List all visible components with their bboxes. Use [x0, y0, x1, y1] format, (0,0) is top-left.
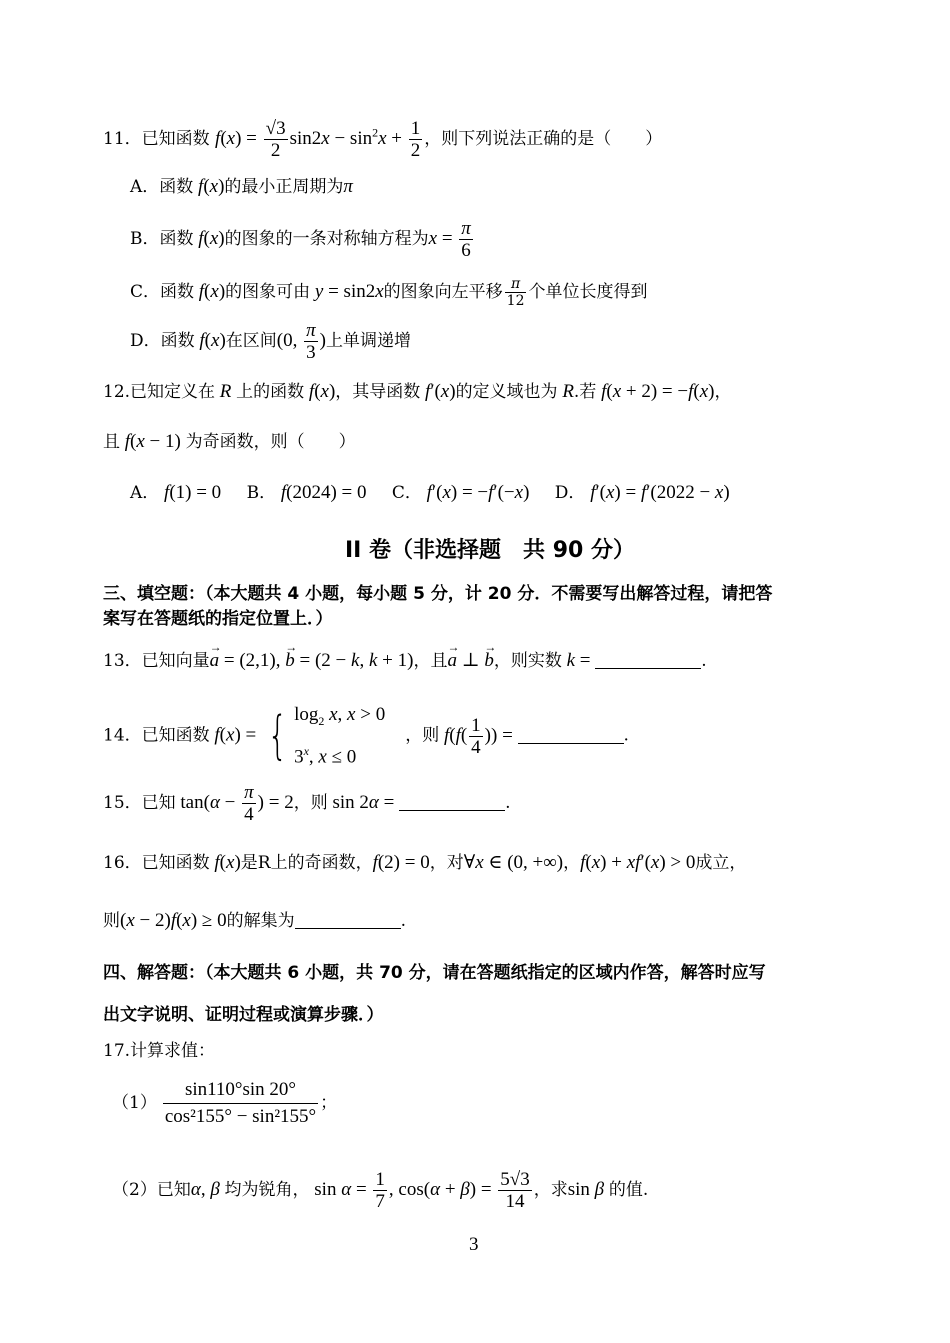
q12-options: A． f(1) = 0 B． f(2024) = 0 C． f′(x) = −f′(−x) D． f′(x) = f′(2022 − x) [130, 482, 730, 503]
q11-stem [103, 118, 662, 161]
q13-answer-blank[interactable] [595, 650, 701, 669]
section-ii-title: II 卷（非选择题 共 90 分） [345, 538, 635, 563]
piecewise-cases: $\log_2 x$, x > 0 3$^x$, x ≤ 0 [294, 704, 386, 768]
q11-option-a: A．函数 f(x)的最小正周期为π [130, 176, 353, 197]
q12-option-c-label: C． [391, 483, 422, 503]
page-number: 3 [469, 1234, 479, 1255]
piecewise-brace: { [267, 706, 288, 767]
q17-part2: （2）已知α, β 均为锐角， sin α = $\frac{1}{7}$ , cos(α + β) = $\frac{5√3}{14}$ ，求sin β 的值. [112, 1169, 649, 1213]
q11-stem-b: ，则下列说法正确的是（ ） [424, 128, 663, 149]
q15-answer-blank[interactable] [399, 792, 505, 811]
section-3-heading-line1: 三、填空题：（本大题共 4 小题，每小题 5 分，计 20 分．不需要写出解答过程，请把答 [103, 584, 773, 604]
q16-answer-blank[interactable] [295, 910, 401, 929]
q12-option-a-label: A． [130, 483, 160, 503]
section-4-heading-line2: 出文字说明、证明过程或演算步骤．） [103, 1005, 384, 1025]
section-3-heading-line2: 案写在答题纸的指定位置上．） [103, 609, 333, 629]
q11-option-b: B．函数 f(x)的图象的一条对称轴方程为x = $\frac{\pi}{6}$ [130, 218, 471, 261]
q12-line1: 12.已知定义在 R 上的函数 f(x)，其导函数 f′(x)的定义域也为 R.若 f(x + 2) = −f(x)， [103, 381, 732, 402]
q12-option-d-label: D． [554, 483, 586, 503]
q15: 15．已知 tan(α − $\frac{\pi}{4}$ ) = 2，则 sin 2α = . [103, 782, 511, 825]
q12-option-b-label: B． [246, 483, 277, 503]
q11-option-d: D．函数 f(x)在区间(0, $\frac{\pi}{3}$ )上单调递增 [130, 320, 411, 363]
q11-number: 11． [103, 128, 142, 149]
q16-line1: 16．已知函数 f(x)是R上的奇函数，f(2) = 0，对∀x ∈ (0, +∞)，f(x) + xf′(x) > 0成立， [103, 852, 747, 873]
q14: 14．已知函数 f(x) = { $\log_2 x$, x > 0 3$^x$, x ≤ 0 ，则 f(f( $\frac{1}{4}$ )) = . [103, 700, 629, 760]
section-4-heading-line1: 四、解答题：（本大题共 6 小题，共 70 分，请在答题纸指定的区域内作答，解答时应写 [103, 963, 766, 983]
q11-option-c: C．函数 f(x)的图象可由 y = sin2x的图象向左平移 $\frac{\pi}{12}$ 个单位长度得到 [130, 276, 648, 309]
q11-formula: f(x) = $\frac{√3}{2}$ $\sin 2x - \sin^2x$ + $\frac{1}{2}$ [215, 118, 421, 161]
q17-part1: （1） $\frac{\sin 110^\circ\sin 20^\circ}{\text{cos²155° − sin²155°}}$ ； [112, 1079, 338, 1127]
q12-line2: 且 f(x − 1) 为奇函数，则（ ） [103, 431, 356, 452]
q13: 13．已知向量→ a = (2,1), → b = (2 − k, k + 1)，且→ a ⊥ → b，则实数 k = . [103, 650, 707, 672]
q17-title: 17.计算求值： [103, 1041, 216, 1061]
q16-line2: 则(x − 2)f(x) ≥ 0的解集为 . [103, 910, 407, 931]
q11-stem-a: 已知函数 [141, 128, 210, 149]
q14-answer-blank[interactable] [518, 725, 624, 744]
